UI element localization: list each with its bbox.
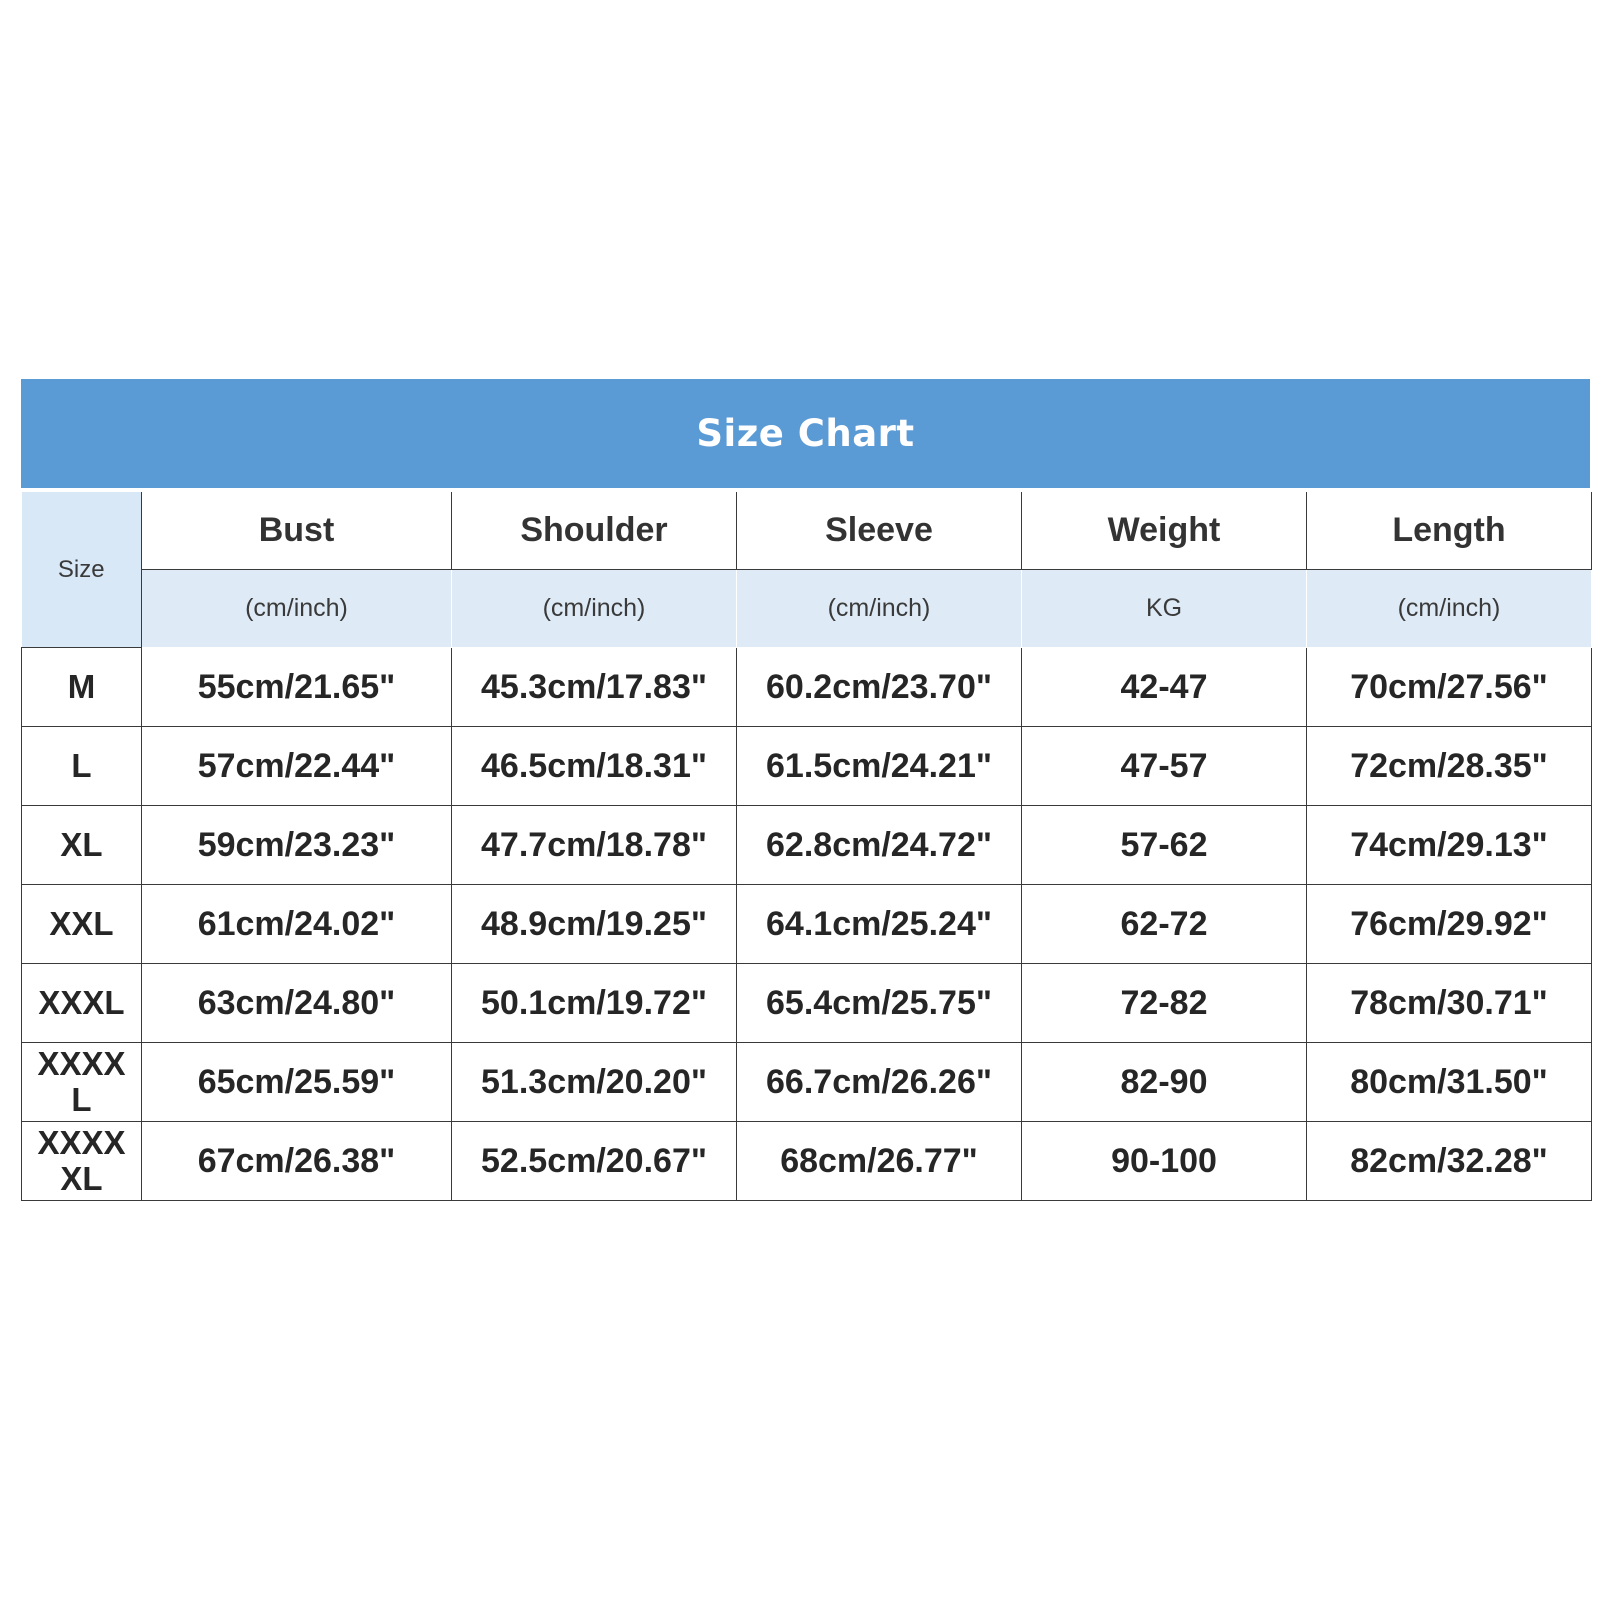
size-chart [21, 379, 1590, 1201]
bust-cell: 55cm/21.65" [142, 648, 452, 727]
weight-cell: 62-72 [1022, 885, 1307, 964]
weight-cell: 47-57 [1022, 727, 1307, 806]
unit-sleeve: (cm/inch) [737, 570, 1022, 648]
size-cell: M [22, 648, 142, 727]
chart-title-bar [21, 379, 1590, 488]
column-header-sleeve: Sleeve [737, 492, 1022, 570]
size-cell: XXXXXL [22, 1122, 142, 1201]
size-cell: XXXL [22, 964, 142, 1043]
table-row [22, 964, 1592, 1043]
bust-cell: 63cm/24.80" [142, 964, 452, 1043]
sleeve-cell: 64.1cm/25.24" [737, 885, 1022, 964]
bust-cell: 61cm/24.02" [142, 885, 452, 964]
size-column-header: Size [22, 492, 142, 648]
size-cell: XL [22, 806, 142, 885]
column-header-row [22, 492, 1592, 570]
size-cell: XXXXL [22, 1043, 142, 1122]
weight-cell: 57-62 [1022, 806, 1307, 885]
unit-bust: (cm/inch) [142, 570, 452, 648]
unit-row [22, 570, 1592, 648]
weight-cell: 90-100 [1022, 1122, 1307, 1201]
column-header-bust: Bust [142, 492, 452, 570]
length-cell: 70cm/27.56" [1307, 648, 1592, 727]
column-header-shoulder: Shoulder [452, 492, 737, 570]
size-cell: XXL [22, 885, 142, 964]
table-row [22, 806, 1592, 885]
chart-title: Size Chart [696, 412, 915, 455]
size-cell: L [22, 727, 142, 806]
column-header-weight: Weight [1022, 492, 1307, 570]
table-row [22, 1043, 1592, 1122]
sleeve-cell: 65.4cm/25.75" [737, 964, 1022, 1043]
column-header-length: Length [1307, 492, 1592, 570]
weight-cell: 82-90 [1022, 1043, 1307, 1122]
size-table [21, 492, 1592, 1201]
shoulder-cell: 51.3cm/20.20" [452, 1043, 737, 1122]
length-cell: 74cm/29.13" [1307, 806, 1592, 885]
shoulder-cell: 47.7cm/18.78" [452, 806, 737, 885]
unit-shoulder: (cm/inch) [452, 570, 737, 648]
table-row [22, 1122, 1592, 1201]
table-row [22, 885, 1592, 964]
length-cell: 76cm/29.92" [1307, 885, 1592, 964]
sleeve-cell: 66.7cm/26.26" [737, 1043, 1022, 1122]
bust-cell: 65cm/25.59" [142, 1043, 452, 1122]
unit-length: (cm/inch) [1307, 570, 1592, 648]
bust-cell: 67cm/26.38" [142, 1122, 452, 1201]
shoulder-cell: 52.5cm/20.67" [452, 1122, 737, 1201]
table-row [22, 648, 1592, 727]
weight-cell: 42-47 [1022, 648, 1307, 727]
shoulder-cell: 48.9cm/19.25" [452, 885, 737, 964]
shoulder-cell: 50.1cm/19.72" [452, 964, 737, 1043]
length-cell: 82cm/32.28" [1307, 1122, 1592, 1201]
shoulder-cell: 46.5cm/18.31" [452, 727, 737, 806]
sleeve-cell: 62.8cm/24.72" [737, 806, 1022, 885]
length-cell: 72cm/28.35" [1307, 727, 1592, 806]
sleeve-cell: 61.5cm/24.21" [737, 727, 1022, 806]
sleeve-cell: 68cm/26.77" [737, 1122, 1022, 1201]
length-cell: 78cm/30.71" [1307, 964, 1592, 1043]
table-row [22, 727, 1592, 806]
sleeve-cell: 60.2cm/23.70" [737, 648, 1022, 727]
bust-cell: 57cm/22.44" [142, 727, 452, 806]
unit-weight: KG [1022, 570, 1307, 648]
weight-cell: 72-82 [1022, 964, 1307, 1043]
shoulder-cell: 45.3cm/17.83" [452, 648, 737, 727]
bust-cell: 59cm/23.23" [142, 806, 452, 885]
length-cell: 80cm/31.50" [1307, 1043, 1592, 1122]
